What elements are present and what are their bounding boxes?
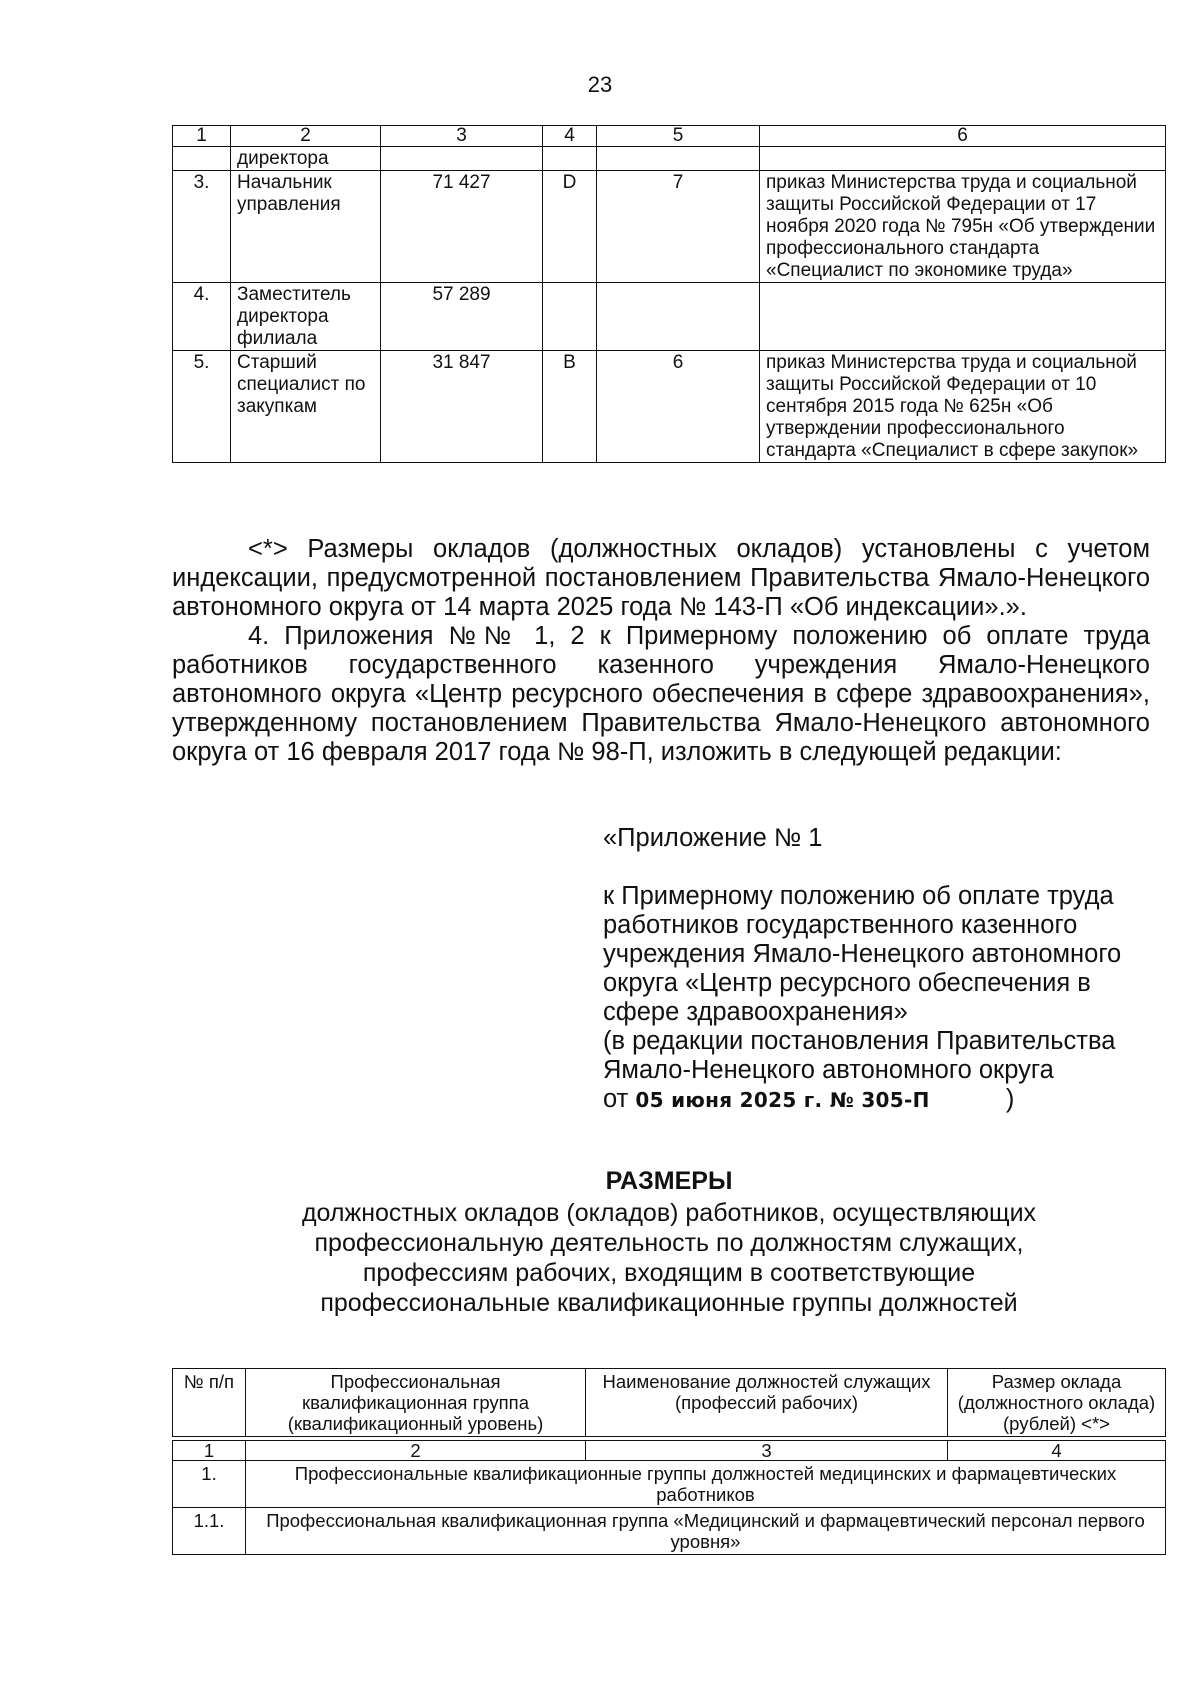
body-text <box>172 535 1150 767</box>
qualification-sublevel <box>597 147 760 171</box>
professional-standard <box>760 147 1166 171</box>
footnote-paragraph: <*> Размеры окладов (должностных окладов) установлены с учетом индексации, предусмотренной постановлением Правительства Ямало-Ненецкого автономного округа от 14 марта 2025 года № 143-П «Об индексации».». <box>172 535 1150 621</box>
appendix-date-line <box>603 1085 1163 1115</box>
subtitle-line: профессиональную деятельность по должностям служащих, <box>314 1229 1024 1257</box>
position-name: директора <box>231 147 381 171</box>
column-header: № п/п <box>173 1369 246 1437</box>
qualification-sublevel: 6 <box>597 351 760 463</box>
appendix-header <box>603 824 1163 1115</box>
column-header: Размер оклада (должностного оклада) (рублей) <*> <box>948 1369 1166 1437</box>
professional-standard: приказ Министерства труда и социальной защиты Российской Федерации от 17 ноября 2020 года № 795н «Об утверждении профессионального стандарта «Специалист по экономике труда» <box>760 171 1166 283</box>
row-number: 1. <box>173 1461 246 1508</box>
page-number: 23 <box>587 72 613 97</box>
column-number: 2 <box>246 1441 586 1461</box>
subtitle-line: профессиональные квалификационные группы должностей <box>320 1289 1018 1317</box>
column-number: 1 <box>173 1441 246 1461</box>
row-number: 3. <box>173 171 231 283</box>
title-subtitle <box>172 1198 1166 1318</box>
document-title <box>172 1166 1166 1318</box>
column-number: 3 <box>381 126 543 147</box>
table-row <box>173 283 1166 351</box>
subtitle-line: профессиям рабочих, входящим в соответствующие <box>362 1259 976 1287</box>
appendix-line: Ямало-Ненецкого автономного округа <box>603 1056 1054 1084</box>
signed-date-stamp: 05 июня 2025 г. № 305-П <box>635 1088 930 1112</box>
qualification-level <box>543 147 597 171</box>
column-header: Профессиональная квалификационная группа (квалификационный уровень) <box>246 1369 586 1437</box>
salary-value: 71 427 <box>381 171 543 283</box>
column-number: 6 <box>760 126 1166 147</box>
position-name: Заместитель директора филиала <box>231 283 381 351</box>
table-header-row <box>173 1369 1166 1437</box>
salary-value <box>381 147 543 171</box>
salary-value: 57 289 <box>381 283 543 351</box>
table-row <box>173 171 1166 283</box>
salary-value: 31 847 <box>381 351 543 463</box>
column-number: 4 <box>948 1441 1166 1461</box>
qualification-level: B <box>543 351 597 463</box>
table-row <box>173 147 1166 171</box>
group-title: Профессиональная квалификационная группа «Медицинский и фармацевтический персонал первого уровня» <box>246 1508 1166 1555</box>
appendix-line: (в редакции постановления Правительства <box>603 1027 1116 1055</box>
group-title: Профессиональные квалификационные группы должностей медицинских и фармацевтических работников <box>246 1461 1166 1508</box>
position-name: Начальник управления <box>231 171 381 283</box>
column-header: Наименование должностей служащих (профессий рабочих) <box>586 1369 948 1437</box>
column-numbers-row <box>173 1441 1166 1461</box>
table-row <box>173 1508 1166 1555</box>
row-number: 4. <box>173 283 231 351</box>
qualification-sublevel <box>597 283 760 351</box>
table-row <box>173 351 1166 463</box>
professional-standard: приказ Министерства труда и социальной защиты Российской Федерации от 10 сентября 2015 года № 625н «Об утверждении профессионального стандарта «Специалист в сфере закупок» <box>760 351 1166 463</box>
table-header-row <box>173 126 1166 147</box>
column-number: 1 <box>173 126 231 147</box>
position-name: Старший специалист по закупкам <box>231 351 381 463</box>
column-number: 5 <box>597 126 760 147</box>
table-row <box>173 1461 1166 1508</box>
appendix-line: учреждения Ямало-Ненецкого автономного <box>603 940 1122 968</box>
row-number <box>173 147 231 171</box>
date-suffix: ) <box>1005 1085 1015 1113</box>
appendix-line: к Примерному положению об оплате труда <box>603 882 1114 910</box>
appendix-line: сфере здравоохранения» <box>603 998 908 1026</box>
appendix-title: «Приложение № 1 <box>603 824 823 852</box>
title-heading: РАЗМЕРЫ <box>605 1167 733 1195</box>
row-number: 5. <box>173 351 231 463</box>
qualification-level <box>543 283 597 351</box>
subtitle-line: должностных окладов (окладов) работников, осуществляющих <box>301 1199 1037 1227</box>
column-number: 4 <box>543 126 597 147</box>
row-number: 1.1. <box>173 1508 246 1555</box>
positions-table <box>172 125 1166 463</box>
appendix-line: округа «Центр ресурсного обеспечения в <box>603 969 1091 997</box>
appendix-line: работников государственного казенного <box>603 911 1078 939</box>
qualification-sublevel: 7 <box>597 171 760 283</box>
item-4-paragraph: 4. Приложения №№ 1, 2 к Примерному положению об оплате труда работников государственного казенного учреждения Ямало-Ненецкого автономного округа «Центр ресурсного обеспечения в сфере здравоохранения», утвержденному постановлением Правительства Ямало-Ненецкого автономного округа от 16 февраля 2017 года № 98-П, изложить в следующей редакции: <box>172 622 1150 766</box>
column-number: 3 <box>586 1441 948 1461</box>
qualification-level: D <box>543 171 597 283</box>
column-number: 2 <box>231 126 381 147</box>
date-prefix: от <box>603 1085 629 1113</box>
professional-standard <box>760 283 1166 351</box>
salary-groups-table <box>172 1368 1166 1555</box>
